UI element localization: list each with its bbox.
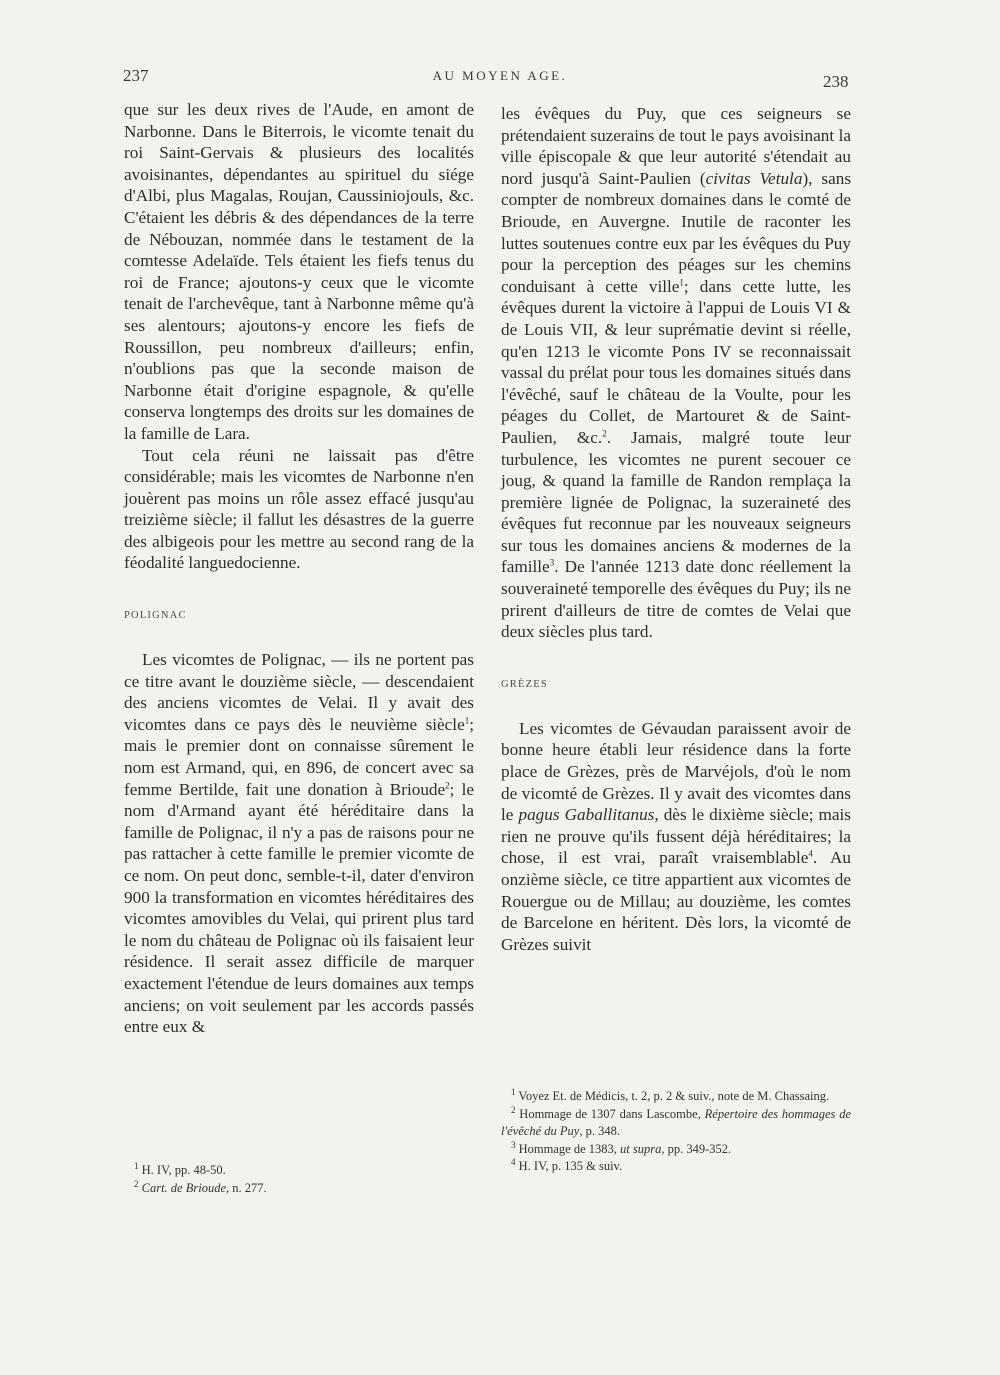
footnote-number: 1 (134, 1160, 139, 1171)
left-footnote-1 (124, 1162, 474, 1180)
footnote-ref-1: 1 (464, 715, 470, 726)
right-footnotes (501, 1088, 851, 1176)
footnote-number: 1 (511, 1086, 516, 1097)
footnote-italic: ut supra (620, 1141, 662, 1156)
footnote-italic: Répertoire des hommages de l'évêché du Puy (501, 1106, 851, 1138)
left-paragraph-3 (124, 649, 474, 1038)
footnote-text: Hommage de 1383, (515, 1141, 620, 1156)
footnote-text: Voyez Et. de Médicis, t. 2, p. 2 & suiv., note de M. Chassaing. (515, 1089, 830, 1103)
italic-span: pagus Gaballitanus (518, 805, 655, 825)
footnote-number: 4 (511, 1156, 516, 1167)
footnote-ref-4: 4 (808, 848, 813, 859)
right-footnote-2 (501, 1106, 851, 1141)
right-paragraph-2 (501, 718, 851, 956)
text-span: ), sans compter de nombreux domaines dans le comté de Brioude, en Auvergne. Inutile de raconter les luttes soutenues contre eux par les évêques du Puy pour la perception des péages sur les chemins conduisant à cette ville (501, 168, 852, 296)
right-column (501, 103, 851, 955)
text-span: les évêques du Puy, que ces seigneurs se prétendaient suzerains de tout le pays avoisinant la ville épiscopale & que leur autorité s'étendait au nord jusqu'à Saint-Paulien ( (501, 104, 851, 188)
text-span: Les vicomtes de Gévaudan paraissent avoir de bonne heure établi leur résidence dans la forte place de Grèzes, près de Marvéjols, d'où le nom de vicomté de Grèzes. Il y avait des vicomtes dans le (501, 718, 851, 825)
italic-span: civitas Vetula (705, 168, 803, 188)
left-paragraph-1: que sur les deux rives de l'Aude, en amont de Narbonne. Dans le Biterrois, le vicomte tenait du roi Saint-Gervais & plusieurs des localités avoisinantes, dépendantes au spirituel du siége d'Albi, plus Magalas, Roujan, Caussiniojouls, &c. C'étaient les débris & des dépendances de la terre de Nébouzan, nommée dans le testament de la comtesse Adelaïde. Tels étaient les fiefs tenus du roi de France; ajoutons-y ceux que le vicomte tenait de l'archevêque, tant à Narbonne même qu'à ses alentours; ajoutons-y encore les fiefs de Roussillon, peu nombreux d'ailleurs; enfin, n'oublions pas que la seconde maison de Narbonne était d'origine espagnole, & qu'elle conserva longtemps des droits sur les domaines de la famille de Lara. (124, 100, 474, 443)
section-title-grezes: GRÈZES (501, 678, 548, 690)
footnote-ref-2: 2 (602, 428, 607, 439)
footnote-text: , p. 348. (579, 1124, 620, 1138)
footnote-text: H. IV, p. 135 & suiv. (515, 1159, 623, 1173)
text-span: . Jamais, malgré toute leur turbulence, les vicomtes ne purent secouer ce joug, & quand la famille de Randon remplaça la première lignée de Polignac, la suzeraineté des évêques fut reconnue par les nouveaux seigneurs sur tous les domaines anciens & modernes de la famille (501, 427, 851, 577)
left-footnote-2 (124, 1180, 474, 1198)
footnote-text: H. IV, pp. 48-50. (138, 1163, 226, 1177)
left-column (124, 99, 474, 1038)
footnote-italic: Cart. de Brioude (141, 1180, 226, 1195)
footnote-ref-2: 2 (445, 779, 450, 790)
text-span: ; dans cette lutte, les évêques durent la victoire à l'appui de Louis VI & de Louis VII, & leur suprématie devint si réelle, qu'en 1213 le vicomte Pons IV se reconnaissait vassal du prélat pour tous les domaines situés dans l'évêché, sauf le château de la Voulte, pour les péages du Collet, de Martouret & de Saint-Paulien, &c. (501, 276, 851, 447)
text-span: ; mais le premier dont on connaisse sûrement le nom est Armand, qui, en 896, de concert avec sa femme Bertilde, fait une donation à Brioude (124, 714, 474, 799)
text-span: Les vicomtes de Polignac, — ils ne portent pas ce titre avant le douzième siècle, — descendaient des anciens vicomtes de Velai. Il y avait des vicomtes dans ce pays dès le neuvième siècle (124, 650, 474, 734)
right-footnote-4 (501, 1158, 851, 1176)
text-span: ; le nom d'Armand ayant été héréditaire dans la famille de Polignac, il n'y a pas de raisons pour ne pas rattacher à cette famille le premier vicomte de ce nom. On peut donc, semble-t-il, dater d'environ 900 la transformation en vicomtes héréditaires des vicomtes amovibles du Velai, qui prirent plus tard le nom du château de Polignac où ils faisaient leur résidence. Il serait assez difficile de marquer exactement l'étendue de leurs domaines aux temps anciens; on voit seulement par les accords passés entre eux & (124, 779, 475, 1037)
footnote-number: 2 (134, 1178, 139, 1189)
text-span: . Au onzième siècle, ce titre appartient aux vicomtes de Rouergue ou de Millau; au douzième, les comtes de Barcelone en héritent. Dès lors, la vicomté de Grèzes suivit (501, 848, 851, 954)
footnote-ref-3: 3 (549, 557, 555, 568)
right-footnote-3 (501, 1141, 851, 1159)
left-paragraph-2: Tout cela réuni ne laissait pas d'être considérable; mais les vicomtes de Narbonne n'en jouèrent pas moins un rôle assez effacé jusqu'au treizième siècle; il fallut les désastres de la guerre des albigeois pour les mettre au second rang de la féodalité languedocienne. (124, 445, 474, 573)
left-footnotes (124, 1162, 474, 1197)
text-span: , dès le dixième siècle; mais rien ne prouve qu'ils fussent déjà héréditaires; la chose, il est vrai, paraît vraisemblable (501, 805, 851, 868)
right-paragraph-1 (501, 103, 851, 643)
section-title-polignac: POLIGNAC (124, 610, 187, 622)
footnote-ref-1: 1 (679, 277, 684, 288)
right-footnote-1 (501, 1088, 851, 1106)
footnote-text: Hommage de 1307 dans Lascombe, (515, 1106, 705, 1121)
right-page-number: 238 (823, 72, 849, 91)
footnote-number: 2 (511, 1104, 516, 1115)
footnote-text: , n. 277. (226, 1180, 267, 1195)
left-page-number: 237 (123, 66, 149, 85)
text-span: . De l'année 1213 date donc réellement la souveraineté temporelle des évêques du Puy; ils ne prirent d'ailleurs de titre de comtes de Velai que deux siècles plus tard. (501, 557, 851, 642)
running-title: AU MOYEN AGE. (432, 68, 568, 83)
footnote-text: , pp. 349-352. (661, 1141, 732, 1156)
footnote-number: 3 (511, 1139, 516, 1150)
